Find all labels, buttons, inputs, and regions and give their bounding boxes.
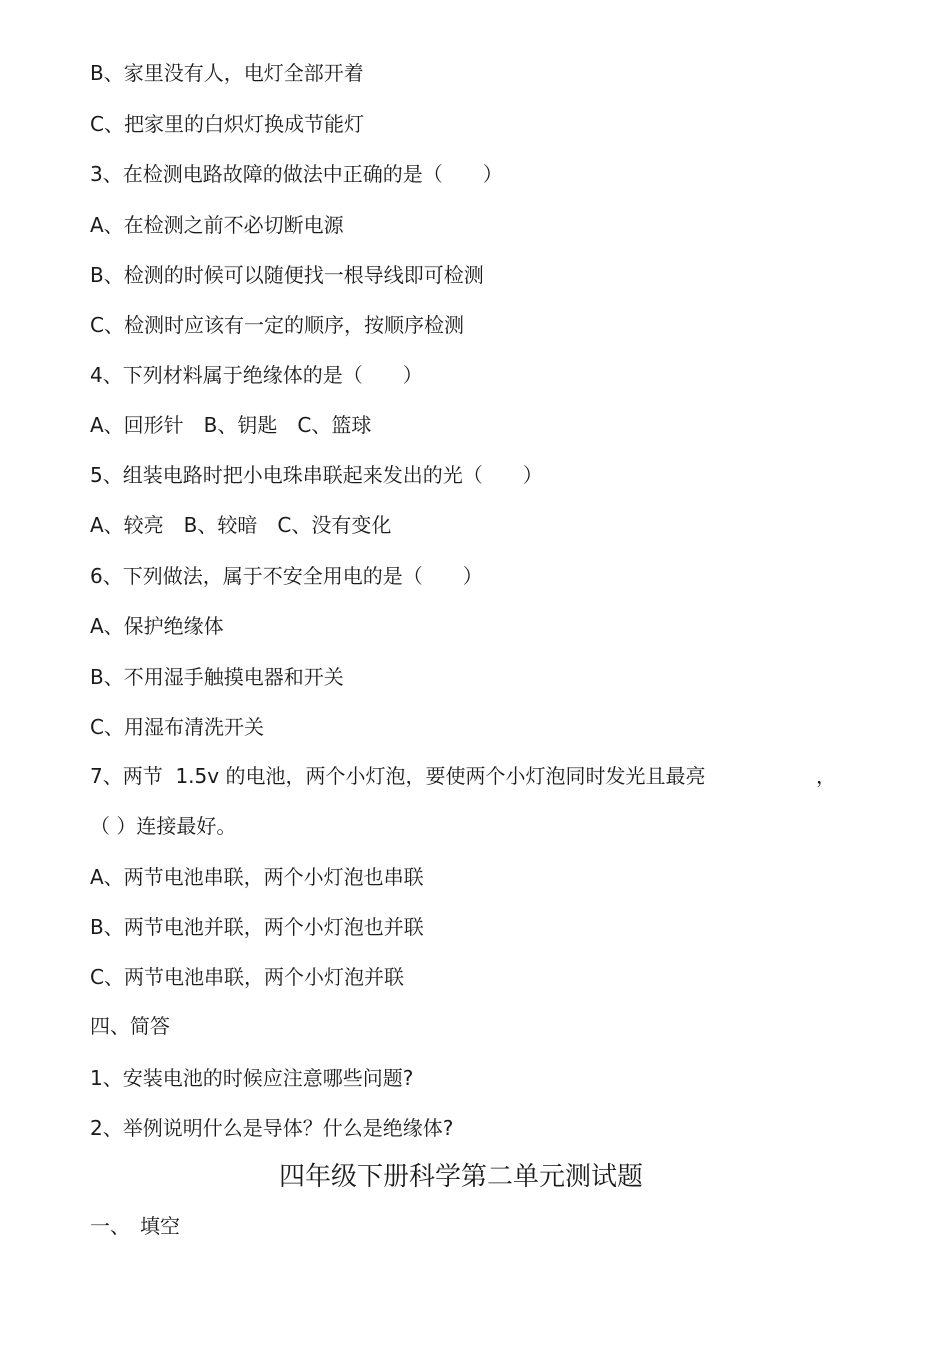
option-line: B、检测的时候可以随便找一根导线即可检测 (90, 263, 484, 287)
question-line: 3、在检测电路故障的做法中正确的是（ ） (90, 162, 503, 186)
option-line: A、回形针 B、钥匙 C、篮球 (90, 413, 372, 437)
question-line: 4、下列材料属于绝缘体的是（ ） (90, 363, 423, 387)
option-line: B、不用湿手触摸电器和开关 (90, 665, 344, 689)
question-line: 6、下列做法，属于不安全用电的是（ ） (90, 564, 483, 588)
option-line: A、较亮 B、较暗 C、没有变化 (90, 513, 392, 537)
option-line: C、两节电池串联，两个小灯泡并联 (90, 965, 404, 989)
question-line: （ ）连接最好。 (90, 814, 237, 838)
section-heading: 一、 填空 (90, 1214, 180, 1238)
option-line: A、保护绝缘体 (90, 614, 224, 638)
option-line: C、用湿布清洗开关 (90, 715, 264, 739)
question-line: 7、两节 1.5v 的电池，两个小灯泡，要使两个小灯泡同时发光且最亮 (90, 764, 706, 788)
question-line: 5、组装电路时把小电珠串联起来发出的光（ ） (90, 463, 543, 487)
page-title: 四年级下册科学第二单元测试题 (278, 1162, 643, 1192)
option-line: B、两节电池并联，两个小灯泡也并联 (90, 915, 424, 939)
option-line: A、两节电池串联，两个小灯泡也串联 (90, 865, 424, 889)
option-line: C、检测时应该有一定的顺序，按顺序检测 (90, 313, 464, 337)
option-line: C、把家里的白炽灯换成节能灯 (90, 112, 364, 136)
option-line: A、在检测之前不必切断电源 (90, 213, 344, 237)
option-line: B、家里没有人，电灯全部开着 (90, 61, 364, 85)
question-line: 2、举例说明什么是导体？什么是绝缘体? (90, 1116, 454, 1140)
section-heading: 四、简答 (90, 1014, 170, 1038)
question-line: 1、安装电池的时候应注意哪些问题? (90, 1066, 414, 1090)
question-trailing-comma: ， (816, 764, 836, 788)
